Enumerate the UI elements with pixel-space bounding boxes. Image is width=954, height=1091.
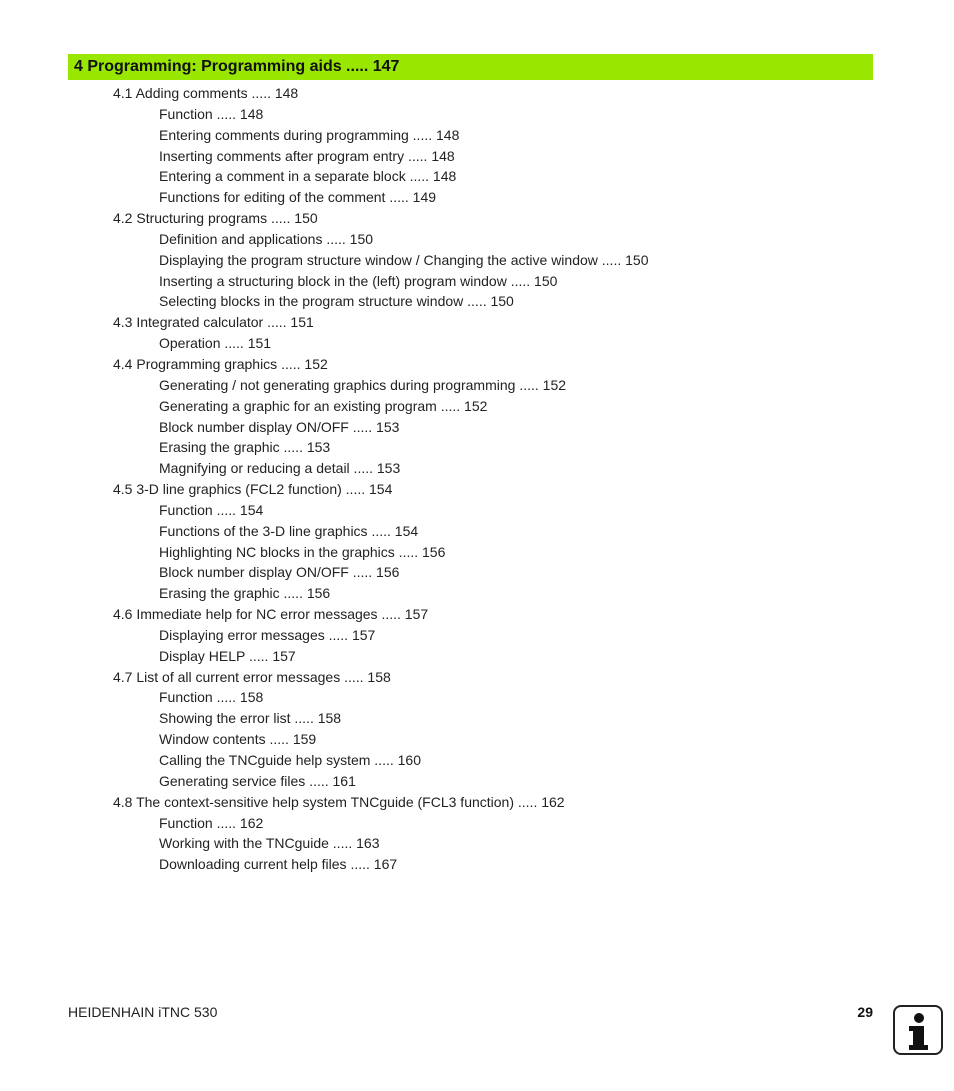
toc-section-entry: 4.4 Programming graphics ..... 152: [113, 355, 328, 372]
toc-section-entry: 4.5 3-D line graphics (FCL2 function) ..... 154: [113, 481, 393, 498]
toc-subsection-entry: Functions of the 3-D line graphics ..... 154: [159, 522, 419, 539]
info-icon: [893, 1005, 943, 1055]
toc-subsection-entry: Generating service files ..... 161: [159, 772, 356, 789]
toc-subsection-entry: Display HELP ..... 157: [159, 647, 296, 664]
toc-subsection-entry: Erasing the graphic ..... 153: [159, 439, 331, 456]
toc-subsection-entry: Generating a graphic for an existing program ..... 152: [159, 397, 488, 414]
toc-subsection-entry: Functions for editing of the comment ..... 149: [159, 189, 437, 206]
toc-subsection-entry: Function ..... 162: [159, 814, 264, 831]
toc-subsection-entry: Working with the TNCguide ..... 163: [159, 835, 380, 852]
toc-subsection-entry: Definition and applications ..... 150: [159, 230, 374, 247]
page-number: 29: [857, 1004, 873, 1020]
toc-subsection-entry: Block number display ON/OFF ..... 156: [159, 564, 400, 581]
toc-section-entry: 4.3 Integrated calculator ..... 151: [113, 314, 314, 331]
footer-product-name: HEIDENHAIN iTNC 530: [68, 1004, 218, 1020]
toc-subsection-entry: Function ..... 148: [159, 105, 264, 122]
toc-subsection-entry: Entering a comment in a separate block ..... 148: [159, 168, 457, 185]
toc-subsection-entry: Displaying the program structure window / Changing the active window ..... 150: [159, 251, 649, 268]
chapter-title: 4 Programming: Programming aids ..... 147: [74, 58, 400, 75]
toc-section-entry: 4.6 Immediate help for NC error messages ..... 157: [113, 606, 429, 623]
toc-subsection-entry: Displaying error messages ..... 157: [159, 626, 376, 643]
toc-subsection-entry: Generating / not generating graphics during programming ..... 152: [159, 376, 567, 393]
toc-subsection-entry: Inserting a structuring block in the (left) program window ..... 150: [159, 272, 558, 289]
table-of-contents: [0, 83, 954, 875]
toc-section-entry: 4.1 Adding comments ..... 148: [113, 85, 299, 101]
toc-subsection-entry: Calling the TNCguide help system ..... 160: [159, 752, 421, 768]
toc-subsection-entry: Function ..... 158: [159, 689, 264, 706]
toc-subsection-entry: Window contents ..... 159: [159, 731, 317, 748]
chapter-heading: [68, 54, 873, 80]
toc-subsection-entry: Selecting blocks in the program structure window ..... 150: [159, 293, 514, 310]
toc-subsection-entry: Operation ..... 151: [159, 335, 272, 352]
toc-section-entry: 4.7 List of all current error messages ..... 158: [113, 668, 391, 685]
toc-subsection-entry: Function ..... 154: [159, 501, 264, 518]
toc-section-entry: 4.2 Structuring programs ..... 150: [113, 210, 318, 227]
toc-subsection-entry: Inserting comments after program entry ..... 148: [159, 147, 455, 164]
toc-subsection-entry: Magnifying or reducing a detail ..... 153: [159, 460, 401, 477]
toc-subsection-entry: Showing the error list ..... 158: [159, 710, 342, 727]
toc-subsection-entry: Erasing the graphic ..... 156: [159, 585, 331, 602]
toc-subsection-entry: Entering comments during programming ..... 148: [159, 126, 460, 143]
toc-section-entry: 4.8 The context-sensitive help system TNCguide (FCL3 function) ..... 162: [113, 793, 565, 810]
toc-subsection-entry: Highlighting NC blocks in the graphics ..... 156: [159, 543, 446, 560]
toc-subsection-entry: Block number display ON/OFF ..... 153: [159, 418, 400, 435]
toc-subsection-entry: Downloading current help files ..... 167: [159, 856, 398, 873]
